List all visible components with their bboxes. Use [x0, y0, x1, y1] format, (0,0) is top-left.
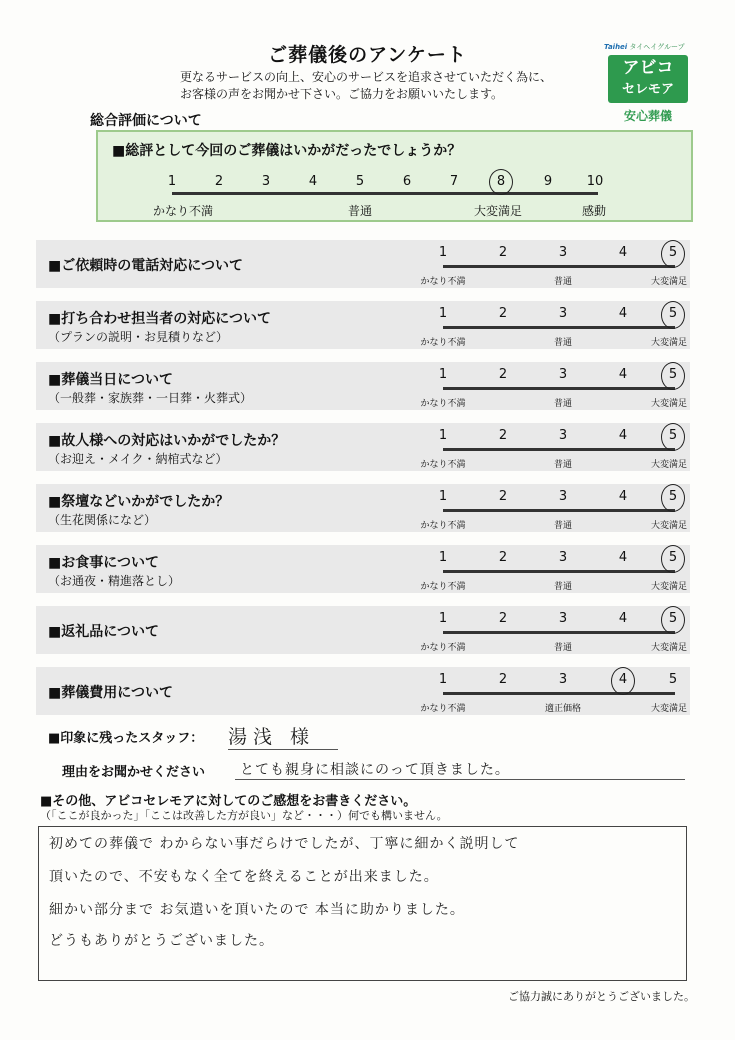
rating-question: ■祭壇などいかがでしたか？	[48, 494, 230, 510]
rating-scale-label: かなり不満	[420, 460, 466, 470]
rating-subtext: （お迎え・メイク・納棺式など）	[48, 452, 228, 466]
overall-scale-number[interactable]: 10	[586, 174, 604, 189]
rating-scale-label: 普通	[553, 521, 572, 531]
page-title: ご葬儀後のアンケート	[268, 44, 467, 66]
staff-name: 湯浅 様	[228, 726, 316, 748]
footer-thanks: ご協力誠にありがとうございました。	[508, 990, 695, 1003]
overall-section-title: 総合評価について	[90, 113, 202, 129]
comment-line-2: 頂いたので、不安もなく全てを終えることが出来ました。	[49, 869, 439, 885]
rating-scale-label: 大変満足	[650, 521, 687, 531]
rating-scale-number[interactable]: 2	[498, 672, 508, 687]
group-brand: Taihei タイヘイグループ	[604, 43, 685, 51]
rating-scale-number[interactable]: 3	[558, 672, 568, 687]
rating-scale-line	[443, 387, 675, 390]
rating-scale-number[interactable]: 4	[618, 672, 628, 687]
rating-scale-label: かなり不満	[420, 643, 466, 653]
rating-scale-number[interactable]: 5	[668, 550, 678, 565]
rating-scale-number[interactable]: 3	[558, 245, 568, 260]
rating-selected-circle	[661, 545, 685, 573]
rating-scale-number[interactable]: 1	[438, 245, 448, 260]
rating-row	[36, 545, 690, 593]
rating-scale-line	[443, 692, 675, 695]
rating-scale-line	[443, 265, 675, 268]
rating-row	[36, 667, 690, 715]
overall-scale-number[interactable]: 3	[261, 174, 271, 189]
rating-scale-label: かなり不満	[420, 704, 466, 714]
rating-question: ■ご依頼時の電話対応について	[48, 258, 243, 274]
rating-scale-number[interactable]: 5	[668, 489, 678, 504]
rating-scale-number[interactable]: 5	[668, 428, 678, 443]
comments-box	[38, 826, 687, 981]
rating-question: ■葬儀費用について	[48, 685, 173, 701]
rating-scale-label: 普通	[553, 338, 572, 348]
rating-scale-number[interactable]: 4	[618, 428, 628, 443]
logo-line-1: アビコ	[622, 58, 674, 78]
rating-scale-label: 普通	[553, 399, 572, 409]
rating-scale-label: 大変満足	[650, 277, 687, 287]
logo-box	[608, 55, 688, 103]
overall-selected-circle	[489, 169, 513, 195]
rating-scale-number[interactable]: 4	[618, 550, 628, 565]
overall-scale-line	[172, 192, 598, 195]
overall-rating-box	[96, 130, 693, 222]
rating-scale-number[interactable]: 2	[498, 306, 508, 321]
rating-scale-label: 普通	[553, 582, 572, 592]
overall-label-low: かなり不満	[153, 204, 214, 218]
rating-question: ■お食事について	[48, 555, 159, 571]
rating-scale-number[interactable]: 5	[668, 245, 678, 260]
staff-label: ■印象に残ったスタッフ：	[48, 731, 204, 746]
rating-scale-number[interactable]: 2	[498, 245, 508, 260]
rating-scale-line	[443, 509, 675, 512]
rating-row	[36, 423, 690, 471]
rating-subtext: （生花関係になど）	[48, 513, 157, 527]
rating-scale-number[interactable]: 3	[558, 428, 568, 443]
rating-question: ■葬儀当日について	[48, 372, 173, 388]
rating-scale-number[interactable]: 5	[668, 611, 678, 626]
rating-scale-number[interactable]: 2	[498, 367, 508, 382]
rating-scale-label: 大変満足	[650, 338, 687, 348]
reason-text: とても親身に相談にのって頂きました。	[240, 762, 510, 778]
rating-scale-label: かなり不満	[420, 338, 466, 348]
logo-subtitle: 安心葬儀	[623, 109, 672, 123]
overall-scale-number[interactable]: 1	[167, 174, 177, 189]
rating-scale-number[interactable]: 1	[438, 306, 448, 321]
rating-scale-label: 普通	[553, 277, 572, 287]
rating-question: ■打ち合わせ担当者の対応について	[48, 311, 271, 327]
rating-scale-label: 普通	[553, 643, 572, 653]
rating-row	[36, 362, 690, 410]
overall-scale-number[interactable]: 2	[214, 174, 224, 189]
staff-underline	[228, 749, 338, 750]
overall-scale-number[interactable]: 6	[402, 174, 412, 189]
overall-scale-number[interactable]: 4	[308, 174, 318, 189]
rating-subtext: （お通夜・精進落とし）	[48, 574, 181, 588]
rating-scale-number[interactable]: 4	[618, 306, 628, 321]
rating-scale-label: 大変満足	[650, 704, 687, 714]
rating-scale-number[interactable]: 2	[498, 611, 508, 626]
overall-scale-number[interactable]: 7	[449, 174, 459, 189]
overall-label-high: 大変満足	[474, 204, 523, 218]
rating-scale-number[interactable]: 3	[558, 367, 568, 382]
rating-question: ■返礼品について	[48, 624, 159, 640]
rating-scale-number[interactable]: 1	[438, 672, 448, 687]
rating-scale-label: かなり不満	[420, 582, 466, 592]
rating-scale-number[interactable]: 5	[668, 306, 678, 321]
comments-title: ■その他、アビコセレモアに対してのご感想をお書きください。	[40, 794, 417, 809]
intro-line-2: お客様の声をお聞かせ下さい。ご協力をお願いいたします。	[180, 87, 504, 101]
overall-label-top: 感動	[582, 204, 607, 218]
rating-scale-label: かなり不満	[420, 399, 466, 409]
rating-scale-line	[443, 570, 675, 573]
comments-subtitle: （「ここが良かった」「ここは改善した方が良い」など・・・）何でも構いません。	[40, 809, 448, 822]
rating-selected-circle	[661, 606, 685, 634]
logo-line-2: セレモア	[621, 82, 674, 97]
rating-scale-label: 適正価格	[544, 704, 581, 714]
rating-scale-label: かなり不満	[420, 521, 466, 531]
rating-row	[36, 301, 690, 349]
rating-scale-number[interactable]: 4	[618, 245, 628, 260]
rating-scale-number[interactable]: 1	[438, 611, 448, 626]
rating-scale-number[interactable]: 4	[618, 611, 628, 626]
rating-selected-circle	[661, 423, 685, 451]
rating-scale-number[interactable]: 3	[558, 550, 568, 565]
rating-scale-number[interactable]: 1	[438, 428, 448, 443]
rating-scale-number[interactable]: 3	[558, 489, 568, 504]
rating-scale-number[interactable]: 5	[668, 367, 678, 382]
rating-selected-circle	[661, 362, 685, 390]
overall-question: ■総評として今回のご葬儀はいかがだったでしょうか？	[112, 143, 462, 159]
reason-underline	[235, 779, 685, 780]
rating-row	[36, 606, 690, 654]
rating-scale-number[interactable]: 2	[498, 489, 508, 504]
reason-label: 理由をお聞かせください	[62, 765, 206, 780]
rating-row	[36, 484, 690, 532]
rating-scale-number[interactable]: 1	[438, 489, 448, 504]
rating-selected-circle	[661, 240, 685, 268]
rating-scale-number[interactable]: 4	[618, 489, 628, 504]
rating-scale-number[interactable]: 2	[498, 428, 508, 443]
rating-scale-label: 大変満足	[650, 582, 687, 592]
rating-subtext: （一般葬・家族葬・一日葬・火葬式）	[48, 391, 253, 405]
rating-question: ■故人様への対応はいかがでしたか？	[48, 433, 286, 449]
rating-scale-line	[443, 631, 675, 634]
rating-scale-number[interactable]: 3	[558, 306, 568, 321]
rating-scale-number[interactable]: 1	[438, 550, 448, 565]
rating-scale-label: かなり不満	[420, 277, 466, 287]
rating-selected-circle	[661, 301, 685, 329]
rating-scale-line	[443, 448, 675, 451]
rating-subtext: （プランの説明・お見積りなど）	[48, 330, 229, 344]
rating-selected-circle	[661, 484, 685, 512]
rating-selected-circle	[611, 667, 635, 695]
rating-scale-number[interactable]: 1	[438, 367, 448, 382]
rating-scale-label: 大変満足	[650, 399, 687, 409]
rating-scale-label: 大変満足	[650, 460, 687, 470]
comment-line-4: どうもありがとうございました。	[49, 933, 274, 949]
rating-scale-label: 大変満足	[650, 643, 687, 653]
rating-scale-number[interactable]: 2	[498, 550, 508, 565]
comment-line-3: 細かい部分まで お気遣いを頂いたので 本当に助かりました。	[49, 902, 465, 918]
rating-scale-number[interactable]: 3	[558, 611, 568, 626]
overall-label-mid: 普通	[348, 204, 373, 218]
overall-scale-number[interactable]: 8	[496, 174, 506, 189]
company-logo	[604, 42, 694, 124]
comment-line-1: 初めての葬儀で わからない事だらけでしたが、丁寧に細かく説明して	[49, 836, 520, 852]
rating-scale-line	[443, 326, 675, 329]
intro-line-1: 更なるサービスの向上、安心のサービスを追求させていただく為に、	[180, 70, 553, 84]
rating-scale-number[interactable]: 4	[618, 367, 628, 382]
rating-scale-number[interactable]: 5	[668, 672, 678, 687]
overall-scale-number[interactable]: 9	[543, 174, 553, 189]
overall-scale-number[interactable]: 5	[355, 174, 365, 189]
rating-scale-label: 普通	[553, 460, 572, 470]
rating-row	[36, 240, 690, 288]
